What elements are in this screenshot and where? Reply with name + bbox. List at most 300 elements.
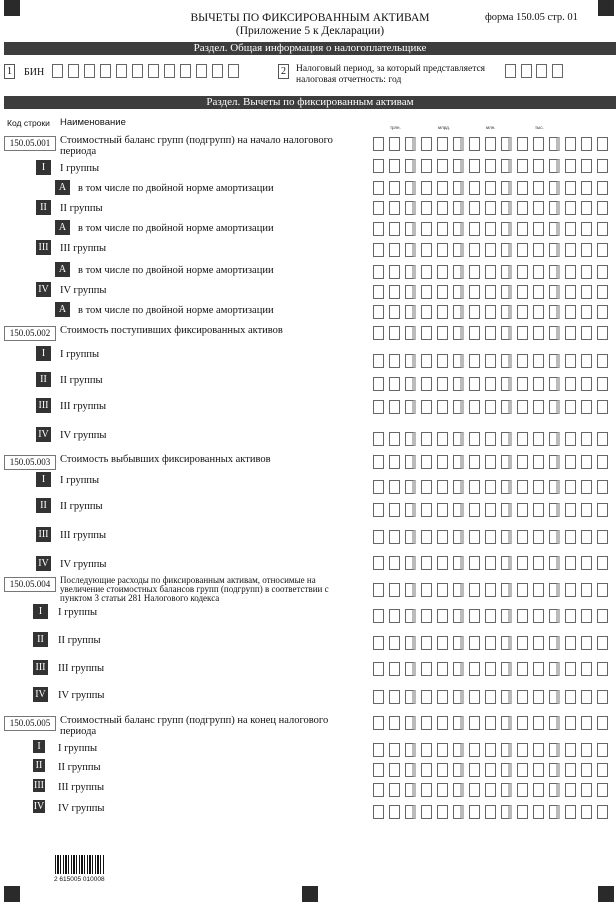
amount-cell[interactable] bbox=[533, 326, 544, 340]
amount-cell[interactable] bbox=[389, 222, 400, 236]
amount-cell[interactable] bbox=[565, 743, 576, 757]
amount-cell[interactable] bbox=[405, 265, 416, 279]
amount-cell[interactable] bbox=[421, 222, 432, 236]
amount-cell[interactable] bbox=[405, 455, 416, 469]
amount-cell[interactable] bbox=[581, 159, 592, 173]
amount-cell[interactable] bbox=[421, 432, 432, 446]
amount-cell[interactable] bbox=[501, 377, 512, 391]
amount-cell[interactable] bbox=[437, 201, 448, 215]
amount-cell[interactable] bbox=[453, 743, 464, 757]
amount-cell[interactable] bbox=[437, 455, 448, 469]
amount-cell[interactable] bbox=[421, 480, 432, 494]
amount-cell[interactable] bbox=[517, 305, 528, 319]
amount-cell[interactable] bbox=[501, 181, 512, 195]
amount-cell[interactable] bbox=[581, 583, 592, 597]
amount-cell[interactable] bbox=[565, 503, 576, 517]
amount-cell[interactable] bbox=[565, 763, 576, 777]
amount-cell[interactable] bbox=[373, 480, 384, 494]
amount-cell[interactable] bbox=[437, 305, 448, 319]
amount-cell[interactable] bbox=[581, 783, 592, 797]
amount-cell[interactable] bbox=[389, 743, 400, 757]
amount-cell[interactable] bbox=[581, 455, 592, 469]
amount-cell[interactable] bbox=[405, 354, 416, 368]
amount-cell[interactable] bbox=[421, 636, 432, 650]
amount-cell[interactable] bbox=[533, 400, 544, 414]
amount-cell[interactable] bbox=[437, 503, 448, 517]
amount-cell[interactable] bbox=[469, 805, 480, 819]
amount-cell[interactable] bbox=[373, 201, 384, 215]
amount-cell[interactable] bbox=[565, 354, 576, 368]
amount-cell[interactable] bbox=[517, 400, 528, 414]
amount-cell[interactable] bbox=[389, 662, 400, 676]
amount-cell[interactable] bbox=[453, 305, 464, 319]
amount-cell[interactable] bbox=[373, 503, 384, 517]
amount-cell[interactable] bbox=[533, 455, 544, 469]
amount-cell[interactable] bbox=[389, 377, 400, 391]
amount-cell[interactable] bbox=[389, 305, 400, 319]
amount-cell[interactable] bbox=[373, 354, 384, 368]
amount-cell[interactable] bbox=[501, 530, 512, 544]
amount-cell[interactable] bbox=[581, 556, 592, 570]
amount-cell[interactable] bbox=[565, 285, 576, 299]
amount-cell[interactable] bbox=[389, 556, 400, 570]
amount-cell[interactable] bbox=[389, 265, 400, 279]
amount-cell[interactable] bbox=[437, 222, 448, 236]
bin-cell[interactable] bbox=[132, 64, 143, 78]
amount-cell[interactable] bbox=[469, 377, 480, 391]
amount-cell[interactable] bbox=[469, 400, 480, 414]
amount-cell[interactable] bbox=[549, 690, 560, 704]
amount-cell[interactable] bbox=[453, 400, 464, 414]
amount-cell[interactable] bbox=[581, 181, 592, 195]
amount-cell[interactable] bbox=[533, 305, 544, 319]
amount-cell[interactable] bbox=[533, 716, 544, 730]
amount-cell[interactable] bbox=[373, 636, 384, 650]
amount-cell[interactable] bbox=[485, 763, 496, 777]
amount-cell[interactable] bbox=[485, 326, 496, 340]
amount-cell[interactable] bbox=[581, 716, 592, 730]
amount-cell[interactable] bbox=[389, 503, 400, 517]
amount-cell[interactable] bbox=[517, 354, 528, 368]
amount-cell[interactable] bbox=[581, 285, 592, 299]
amount-cell[interactable] bbox=[565, 662, 576, 676]
amount-cell[interactable] bbox=[533, 690, 544, 704]
amount-cell[interactable] bbox=[485, 556, 496, 570]
amount-cell[interactable] bbox=[517, 326, 528, 340]
amount-cell[interactable] bbox=[565, 400, 576, 414]
amount-cell[interactable] bbox=[453, 455, 464, 469]
amount-cell[interactable] bbox=[405, 432, 416, 446]
amount-cell[interactable] bbox=[533, 222, 544, 236]
amount-cell[interactable] bbox=[389, 530, 400, 544]
amount-cell[interactable] bbox=[549, 243, 560, 257]
amount-cell[interactable] bbox=[581, 326, 592, 340]
amount-cell[interactable] bbox=[517, 609, 528, 623]
amount-cell[interactable] bbox=[405, 480, 416, 494]
amount-cell[interactable] bbox=[549, 354, 560, 368]
amount-cell[interactable] bbox=[389, 400, 400, 414]
amount-cell[interactable] bbox=[485, 662, 496, 676]
amount-cell[interactable] bbox=[549, 763, 560, 777]
amount-cell[interactable] bbox=[501, 583, 512, 597]
amount-cell[interactable] bbox=[469, 159, 480, 173]
amount-cell[interactable] bbox=[597, 636, 608, 650]
amount-cell[interactable] bbox=[437, 159, 448, 173]
amount-cell[interactable] bbox=[437, 137, 448, 151]
amount-cell[interactable] bbox=[405, 556, 416, 570]
amount-cell[interactable] bbox=[565, 530, 576, 544]
amount-cell[interactable] bbox=[437, 265, 448, 279]
amount-cell[interactable] bbox=[565, 783, 576, 797]
amount-cell[interactable] bbox=[421, 805, 432, 819]
amount-cell[interactable] bbox=[469, 480, 480, 494]
amount-cell[interactable] bbox=[517, 137, 528, 151]
amount-cell[interactable] bbox=[597, 503, 608, 517]
amount-cell[interactable] bbox=[453, 181, 464, 195]
amount-cell[interactable] bbox=[437, 636, 448, 650]
amount-cell[interactable] bbox=[453, 556, 464, 570]
amount-cell[interactable] bbox=[501, 243, 512, 257]
amount-cell[interactable] bbox=[389, 805, 400, 819]
amount-cell[interactable] bbox=[517, 243, 528, 257]
amount-cell[interactable] bbox=[597, 743, 608, 757]
amount-cell[interactable] bbox=[517, 503, 528, 517]
amount-cell[interactable] bbox=[533, 530, 544, 544]
amount-cell[interactable] bbox=[549, 265, 560, 279]
amount-cell[interactable] bbox=[485, 636, 496, 650]
amount-cell[interactable] bbox=[373, 583, 384, 597]
amount-cell[interactable] bbox=[453, 222, 464, 236]
amount-cell[interactable] bbox=[549, 662, 560, 676]
amount-cell[interactable] bbox=[421, 400, 432, 414]
amount-cell[interactable] bbox=[581, 400, 592, 414]
amount-cell[interactable] bbox=[581, 609, 592, 623]
amount-cell[interactable] bbox=[501, 716, 512, 730]
amount-cell[interactable] bbox=[469, 583, 480, 597]
amount-cell[interactable] bbox=[597, 690, 608, 704]
bin-cell[interactable] bbox=[84, 64, 95, 78]
amount-cell[interactable] bbox=[501, 265, 512, 279]
amount-cell[interactable] bbox=[549, 455, 560, 469]
amount-cell[interactable] bbox=[405, 716, 416, 730]
amount-cell[interactable] bbox=[405, 583, 416, 597]
amount-cell[interactable] bbox=[421, 377, 432, 391]
amount-cell[interactable] bbox=[549, 530, 560, 544]
amount-cell[interactable] bbox=[453, 243, 464, 257]
amount-cell[interactable] bbox=[533, 432, 544, 446]
amount-cell[interactable] bbox=[501, 159, 512, 173]
amount-cell[interactable] bbox=[501, 743, 512, 757]
amount-cell[interactable] bbox=[533, 243, 544, 257]
amount-cell[interactable] bbox=[421, 662, 432, 676]
amount-cell[interactable] bbox=[453, 159, 464, 173]
amount-cell[interactable] bbox=[405, 305, 416, 319]
amount-cell[interactable] bbox=[469, 690, 480, 704]
amount-cell[interactable] bbox=[469, 201, 480, 215]
amount-cell[interactable] bbox=[597, 583, 608, 597]
amount-cell[interactable] bbox=[565, 556, 576, 570]
amount-cell[interactable] bbox=[517, 530, 528, 544]
amount-cell[interactable] bbox=[533, 159, 544, 173]
amount-cell[interactable] bbox=[421, 690, 432, 704]
amount-cell[interactable] bbox=[581, 354, 592, 368]
amount-cell[interactable] bbox=[565, 305, 576, 319]
amount-cell[interactable] bbox=[501, 763, 512, 777]
bin-cell[interactable] bbox=[100, 64, 111, 78]
amount-cell[interactable] bbox=[453, 503, 464, 517]
amount-cell[interactable] bbox=[581, 137, 592, 151]
amount-cell[interactable] bbox=[485, 354, 496, 368]
amount-cell[interactable] bbox=[373, 690, 384, 704]
amount-cell[interactable] bbox=[389, 480, 400, 494]
amount-cell[interactable] bbox=[485, 455, 496, 469]
amount-cell[interactable] bbox=[469, 783, 480, 797]
amount-cell[interactable] bbox=[437, 285, 448, 299]
amount-cell[interactable] bbox=[597, 783, 608, 797]
amount-cell[interactable] bbox=[485, 222, 496, 236]
bin-cell[interactable] bbox=[196, 64, 207, 78]
amount-cell[interactable] bbox=[373, 243, 384, 257]
amount-cell[interactable] bbox=[405, 783, 416, 797]
amount-cell[interactable] bbox=[469, 609, 480, 623]
amount-cell[interactable] bbox=[389, 783, 400, 797]
amount-cell[interactable] bbox=[485, 583, 496, 597]
amount-cell[interactable] bbox=[453, 137, 464, 151]
amount-cell[interactable] bbox=[405, 743, 416, 757]
amount-cell[interactable] bbox=[469, 662, 480, 676]
amount-cell[interactable] bbox=[389, 716, 400, 730]
amount-cell[interactable] bbox=[533, 609, 544, 623]
amount-cell[interactable] bbox=[581, 743, 592, 757]
amount-cell[interactable] bbox=[405, 222, 416, 236]
amount-cell[interactable] bbox=[517, 432, 528, 446]
amount-cell[interactable] bbox=[565, 326, 576, 340]
amount-cell[interactable] bbox=[453, 201, 464, 215]
amount-cell[interactable] bbox=[469, 636, 480, 650]
amount-cell[interactable] bbox=[437, 326, 448, 340]
year-cell[interactable] bbox=[536, 64, 547, 78]
amount-cell[interactable] bbox=[469, 305, 480, 319]
amount-cell[interactable] bbox=[453, 805, 464, 819]
amount-cell[interactable] bbox=[437, 377, 448, 391]
amount-cell[interactable] bbox=[565, 159, 576, 173]
amount-cell[interactable] bbox=[581, 265, 592, 279]
amount-cell[interactable] bbox=[389, 159, 400, 173]
amount-cell[interactable] bbox=[453, 609, 464, 623]
amount-cell[interactable] bbox=[597, 805, 608, 819]
amount-cell[interactable] bbox=[533, 763, 544, 777]
amount-cell[interactable] bbox=[389, 243, 400, 257]
amount-cell[interactable] bbox=[581, 805, 592, 819]
amount-cell[interactable] bbox=[485, 243, 496, 257]
amount-cell[interactable] bbox=[437, 805, 448, 819]
amount-cell[interactable] bbox=[437, 480, 448, 494]
amount-cell[interactable] bbox=[549, 159, 560, 173]
amount-cell[interactable] bbox=[533, 636, 544, 650]
amount-cell[interactable] bbox=[469, 285, 480, 299]
amount-cell[interactable] bbox=[485, 690, 496, 704]
amount-cell[interactable] bbox=[405, 377, 416, 391]
amount-cell[interactable] bbox=[485, 181, 496, 195]
amount-cell[interactable] bbox=[517, 743, 528, 757]
amount-cell[interactable] bbox=[373, 326, 384, 340]
amount-cell[interactable] bbox=[453, 662, 464, 676]
amount-cell[interactable] bbox=[373, 455, 384, 469]
amount-cell[interactable] bbox=[469, 243, 480, 257]
amount-cell[interactable] bbox=[501, 201, 512, 215]
amount-cell[interactable] bbox=[533, 137, 544, 151]
amount-cell[interactable] bbox=[597, 159, 608, 173]
amount-cell[interactable] bbox=[501, 400, 512, 414]
amount-cell[interactable] bbox=[437, 181, 448, 195]
amount-cell[interactable] bbox=[549, 636, 560, 650]
amount-cell[interactable] bbox=[565, 432, 576, 446]
amount-cell[interactable] bbox=[389, 583, 400, 597]
amount-cell[interactable] bbox=[565, 805, 576, 819]
amount-cell[interactable] bbox=[597, 285, 608, 299]
amount-cell[interactable] bbox=[469, 455, 480, 469]
amount-cell[interactable] bbox=[373, 137, 384, 151]
amount-cell[interactable] bbox=[485, 609, 496, 623]
amount-cell[interactable] bbox=[373, 181, 384, 195]
amount-cell[interactable] bbox=[517, 455, 528, 469]
amount-cell[interactable] bbox=[597, 326, 608, 340]
amount-cell[interactable] bbox=[437, 354, 448, 368]
amount-cell[interactable] bbox=[469, 137, 480, 151]
amount-cell[interactable] bbox=[501, 305, 512, 319]
amount-cell[interactable] bbox=[501, 662, 512, 676]
bin-cell[interactable] bbox=[52, 64, 63, 78]
amount-cell[interactable] bbox=[421, 265, 432, 279]
amount-cell[interactable] bbox=[501, 503, 512, 517]
amount-cell[interactable] bbox=[517, 222, 528, 236]
amount-cell[interactable] bbox=[597, 354, 608, 368]
amount-cell[interactable] bbox=[469, 763, 480, 777]
amount-cell[interactable] bbox=[485, 783, 496, 797]
amount-cell[interactable] bbox=[549, 377, 560, 391]
amount-cell[interactable] bbox=[501, 354, 512, 368]
amount-cell[interactable] bbox=[453, 583, 464, 597]
amount-cell[interactable] bbox=[501, 455, 512, 469]
amount-cell[interactable] bbox=[597, 455, 608, 469]
amount-cell[interactable] bbox=[597, 305, 608, 319]
amount-cell[interactable] bbox=[581, 480, 592, 494]
amount-cell[interactable] bbox=[565, 716, 576, 730]
amount-cell[interactable] bbox=[437, 763, 448, 777]
amount-cell[interactable] bbox=[453, 716, 464, 730]
year-cell[interactable] bbox=[505, 64, 516, 78]
amount-cell[interactable] bbox=[533, 743, 544, 757]
bin-cell[interactable] bbox=[180, 64, 191, 78]
amount-cell[interactable] bbox=[549, 556, 560, 570]
amount-cell[interactable] bbox=[565, 243, 576, 257]
amount-cell[interactable] bbox=[469, 743, 480, 757]
amount-cell[interactable] bbox=[405, 503, 416, 517]
amount-cell[interactable] bbox=[581, 222, 592, 236]
amount-cell[interactable] bbox=[581, 690, 592, 704]
amount-cell[interactable] bbox=[437, 743, 448, 757]
amount-cell[interactable] bbox=[373, 662, 384, 676]
amount-cell[interactable] bbox=[597, 530, 608, 544]
amount-cell[interactable] bbox=[405, 159, 416, 173]
amount-cell[interactable] bbox=[389, 609, 400, 623]
amount-cell[interactable] bbox=[485, 805, 496, 819]
amount-cell[interactable] bbox=[389, 763, 400, 777]
amount-cell[interactable] bbox=[597, 716, 608, 730]
amount-cell[interactable] bbox=[437, 432, 448, 446]
amount-cell[interactable] bbox=[437, 556, 448, 570]
amount-cell[interactable] bbox=[533, 583, 544, 597]
amount-cell[interactable] bbox=[421, 583, 432, 597]
amount-cell[interactable] bbox=[517, 662, 528, 676]
amount-cell[interactable] bbox=[517, 783, 528, 797]
amount-cell[interactable] bbox=[581, 763, 592, 777]
amount-cell[interactable] bbox=[549, 716, 560, 730]
amount-cell[interactable] bbox=[485, 743, 496, 757]
amount-cell[interactable] bbox=[517, 285, 528, 299]
amount-cell[interactable] bbox=[549, 743, 560, 757]
amount-cell[interactable] bbox=[581, 305, 592, 319]
amount-cell[interactable] bbox=[405, 285, 416, 299]
amount-cell[interactable] bbox=[533, 201, 544, 215]
amount-cell[interactable] bbox=[469, 326, 480, 340]
amount-cell[interactable] bbox=[597, 662, 608, 676]
amount-cell[interactable] bbox=[437, 583, 448, 597]
amount-cell[interactable] bbox=[581, 432, 592, 446]
amount-cell[interactable] bbox=[501, 480, 512, 494]
amount-cell[interactable] bbox=[549, 326, 560, 340]
amount-cell[interactable] bbox=[485, 265, 496, 279]
amount-cell[interactable] bbox=[501, 690, 512, 704]
amount-cell[interactable] bbox=[549, 137, 560, 151]
amount-cell[interactable] bbox=[581, 243, 592, 257]
amount-cell[interactable] bbox=[501, 636, 512, 650]
amount-cell[interactable] bbox=[405, 690, 416, 704]
amount-cell[interactable] bbox=[389, 285, 400, 299]
amount-cell[interactable] bbox=[597, 480, 608, 494]
amount-cell[interactable] bbox=[597, 400, 608, 414]
amount-cell[interactable] bbox=[405, 609, 416, 623]
amount-cell[interactable] bbox=[421, 201, 432, 215]
amount-cell[interactable] bbox=[517, 583, 528, 597]
amount-cell[interactable] bbox=[453, 265, 464, 279]
amount-cell[interactable] bbox=[501, 783, 512, 797]
amount-cell[interactable] bbox=[485, 716, 496, 730]
amount-cell[interactable] bbox=[517, 636, 528, 650]
amount-cell[interactable] bbox=[421, 530, 432, 544]
amount-cell[interactable] bbox=[533, 556, 544, 570]
amount-cell[interactable] bbox=[597, 201, 608, 215]
amount-cell[interactable] bbox=[549, 480, 560, 494]
amount-cell[interactable] bbox=[565, 181, 576, 195]
amount-cell[interactable] bbox=[469, 716, 480, 730]
amount-cell[interactable] bbox=[549, 222, 560, 236]
amount-cell[interactable] bbox=[373, 530, 384, 544]
amount-cell[interactable] bbox=[517, 265, 528, 279]
amount-cell[interactable] bbox=[485, 432, 496, 446]
amount-cell[interactable] bbox=[469, 265, 480, 279]
amount-cell[interactable] bbox=[389, 137, 400, 151]
amount-cell[interactable] bbox=[485, 137, 496, 151]
amount-cell[interactable] bbox=[421, 354, 432, 368]
amount-cell[interactable] bbox=[453, 285, 464, 299]
amount-cell[interactable] bbox=[549, 805, 560, 819]
amount-cell[interactable] bbox=[533, 265, 544, 279]
amount-cell[interactable] bbox=[405, 636, 416, 650]
amount-cell[interactable] bbox=[373, 159, 384, 173]
amount-cell[interactable] bbox=[565, 609, 576, 623]
bin-cell[interactable] bbox=[148, 64, 159, 78]
